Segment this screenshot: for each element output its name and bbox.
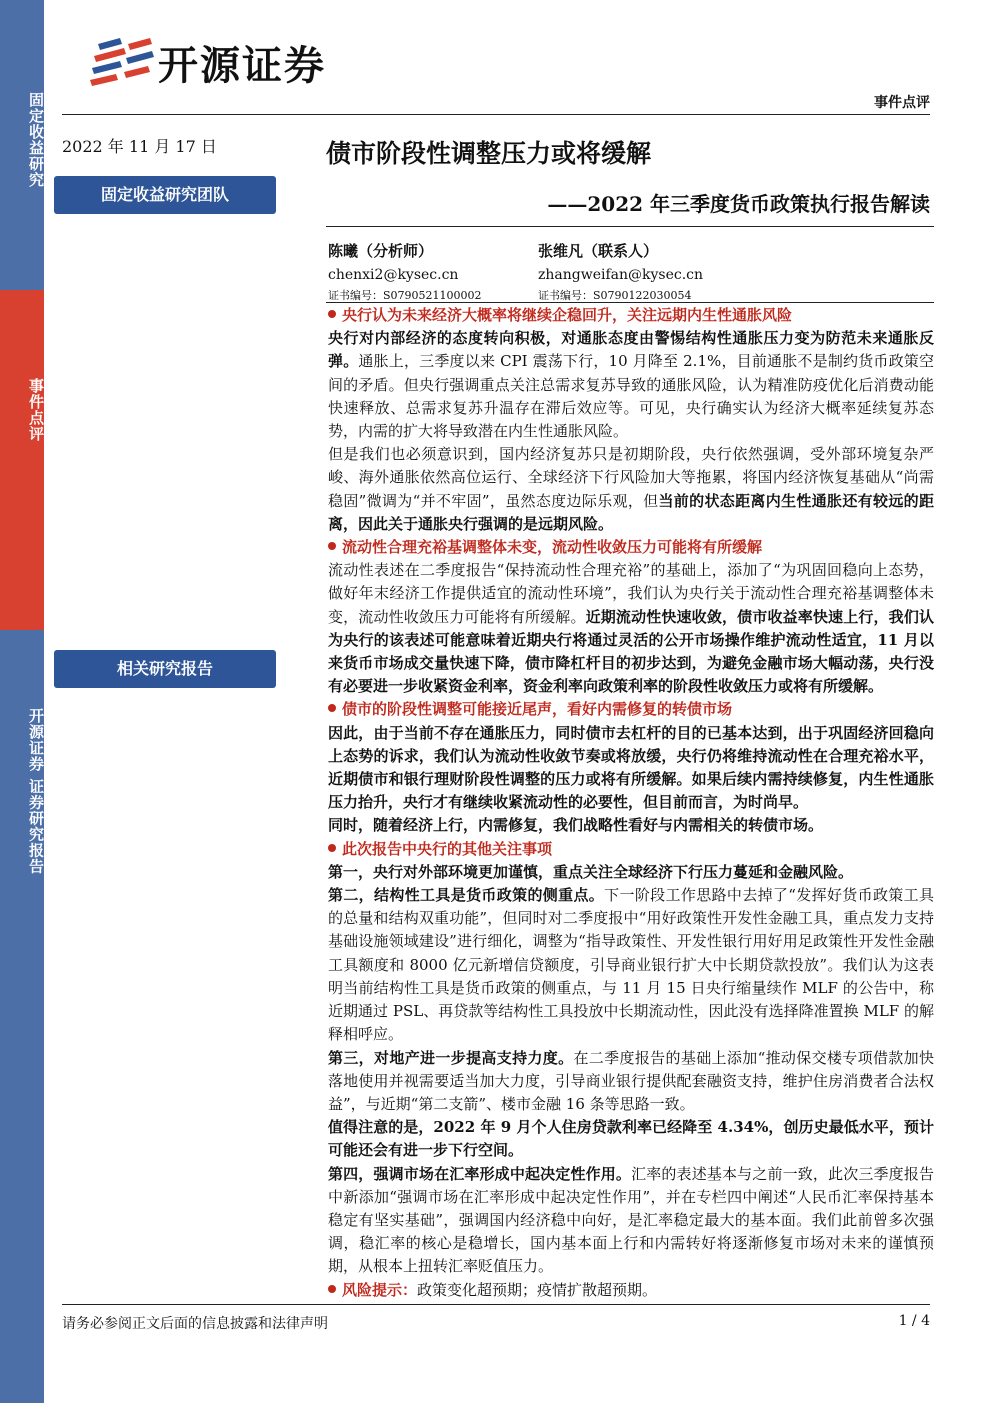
report-body: [328, 304, 934, 1302]
paragraph: 央行对内部经济的态度转向积极，对通胀态度由警惕结构性通胀压力变为防范未来通胀反弹。通胀上，三季度以来 CPI 震荡下行，10 月降至 2.1%，目前通胀不是制约货币政策空间的矛盾。但央行强调重点关注总需求复苏导致的通胀风险，认为精准防疫优化后消费动能快速释放、总需求复苏升温存在滞后效应等。可见，央行确实认为经济大概率延续复苏态势，内需的扩大将导致潜在内生性通胀风险。: [328, 329, 934, 441]
bullet-icon: [328, 844, 336, 852]
footer-disclaimer: 请务必参阅正文后面的信息披露和法律声明: [62, 1316, 328, 1332]
related-reports-label: 相关研究报告: [54, 650, 276, 688]
analyst-email[interactable]: zhangweifan@kysec.cn: [538, 267, 704, 283]
section-heading: 流动性合理充裕基调整体未变，流动性收敛压力可能将有所缓解: [328, 536, 934, 559]
company-name: 开源证券: [158, 43, 326, 89]
page-number: 1 / 4: [898, 1313, 930, 1329]
page-subtitle: ——2022 年三季度货币政策执行报告解读: [547, 192, 930, 216]
bullet-icon: [328, 542, 336, 550]
sidebar-label-event-review: 事件点评: [27, 378, 45, 442]
analyst-cert: 证书编号：S0790122030054: [538, 289, 692, 302]
paragraph: 第一，央行对外部环境更加谨慎，重点关注全球经济下行压力蔓延和金融风险。: [328, 862, 854, 881]
bullet-icon: [328, 1285, 336, 1293]
paragraph: 但是我们也必须意识到，国内经济复苏只是初期阶段，央行依然强调，受外部环境复杂严峻、海外通胀依然高位运行、全球经济下行风险加大等拖累，将国内经济恢复基础从“尚需稳固”微调为“并不牢固”，虽然态度边际乐观，但当前的状态距离内生性通胀还有较远的距离，因此关于通胀央行强调的是远期风险。: [328, 445, 934, 533]
analyst-name: 张维凡（联系人）: [538, 242, 659, 260]
header-divider: [62, 114, 930, 115]
title-divider: [326, 226, 934, 227]
paragraph: 流动性表述在二季度报告“保持流动性合理充裕”的基础上，添加了“为巩固回稳向上态势，做好年末经济工作提供适宜的流动性环境”，我们认为央行关于流动性合理充裕基调整体未变，流动性收敛压力可能将有所缓解。近期流动性快速收敛，债市收益率快速上行，我们认为央行的该表述可能意味着近期央行将通过灵活的公开市场操作维护流动性适宜，11 月以来货币市场成交量快速下降，债市降杠杆目的初步达到，为避免金融市场大幅动荡，央行没有必要进一步收紧资金利率，资金利率向政策利率的阶段性收敛压力或将有所缓解。: [328, 561, 934, 696]
page-title: 债市阶段性调整压力或将缓解: [326, 139, 652, 168]
analyst-email[interactable]: chenxi2@kysec.cn: [328, 267, 459, 283]
sidebar-band-middle: [0, 290, 44, 630]
analyst-name: 陈曦（分析师）: [328, 242, 434, 260]
paragraph: 第四，强调市场在汇率形成中起决定性作用。汇率的表述基本与之前一致，此次三季度报告中新添加“强调市场在汇率形成中起决定性作用”，并在专栏四中阐述“人民币汇率保持基本稳定有坚实基础”，强调国内经济稳中向好，是汇率稳定最大的基本面。我们此前曾多次强调，稳汇率的核心是稳增长，国内基本面上行和内需转好将逐渐修复市场对未来的谨慎预期，从根本上扭转汇率贬值压力。: [328, 1164, 934, 1276]
risk-warning: 风险提示：政策变化超预期；疫情扩散超预期。: [328, 1279, 934, 1302]
section-heading: 央行认为未来经济大概率将继续企稳回升，关注远期内生性通胀风险: [328, 304, 934, 327]
bullet-icon: [328, 704, 336, 712]
team-label: 固定收益研究团队: [54, 176, 276, 214]
analyst-cert: 证书编号：S0790521100002: [328, 289, 482, 302]
analyst-2: [538, 240, 703, 303]
sidebar-label-report: 开源证券 证券研究报告: [27, 708, 45, 875]
report-date: 2022 年 11 月 17 日: [62, 137, 217, 156]
footer-divider: [62, 1304, 930, 1305]
document-type: 事件点评: [874, 95, 930, 111]
section-heading: 此次报告中央行的其他关注事项: [328, 838, 934, 861]
paragraph: 同时，随着经济上行，内需修复，我们战略性看好与内需相关的转债市场。: [328, 816, 824, 835]
section-heading: 债市的阶段性调整可能接近尾声，看好内需修复的转债市场: [328, 698, 934, 721]
paragraph: 第二，结构性工具是货币政策的侧重点。下一阶段工作思路中去掉了“发挥好货币政策工具的总量和结构双重功能”，但同时对二季度报中“用好政策性开发性金融工具，重点发力支持基础设施领域建设”进行细化，调整为“指导政策性、开发性银行用好用足政策性开发性金融工具额度和 8000 亿元新增信贷额度，引导商业银行扩大中长期贷款投放”。我们认为这表明当前结构性工具是货币政策的侧重点，与 11 月 15 日央行缩量续作 MLF 的公告中，称近期通过 PSL、再贷款等结构性工具投放中长期流动性，因此没有选择降准置换 MLF 的解释相呼应。: [328, 886, 934, 1044]
bullet-icon: [328, 310, 336, 318]
paragraph: 值得注意的是，2022 年 9 月个人住房贷款利率已经降至 4.34%，创历史最低水平，预计可能还会有进一步下行空间。: [328, 1118, 934, 1160]
analyst-1: [328, 240, 482, 303]
analyst-divider: [326, 302, 934, 303]
paragraph: 第三，对地产进一步提高支持力度。在二季度报告的基础上添加“推动保交楼专项借款加快落地使用并视需要适当加大力度，引导商业银行提供配套融资支持，维护住房消费者合法权益”，与近期“第二支箭”、楼市金融 16 条等思路一致。: [328, 1048, 934, 1113]
sidebar-label-fixed-income: 固定收益研究: [27, 92, 45, 188]
paragraph: 因此，由于当前不存在通胀压力，同时债市去杠杆的目的已基本达到，出于巩固经济回稳向上态势的诉求，我们认为流动性收敛节奏或将放缓，央行仍将维持流动性在合理充裕水平，近期债市和银行理财阶段性调整的压力或将有所缓解。如果后续内需持续修复，内生性通胀压力抬升，央行才有继续收紧流动性的必要性，但目前而言，为时尚早。: [328, 723, 934, 812]
